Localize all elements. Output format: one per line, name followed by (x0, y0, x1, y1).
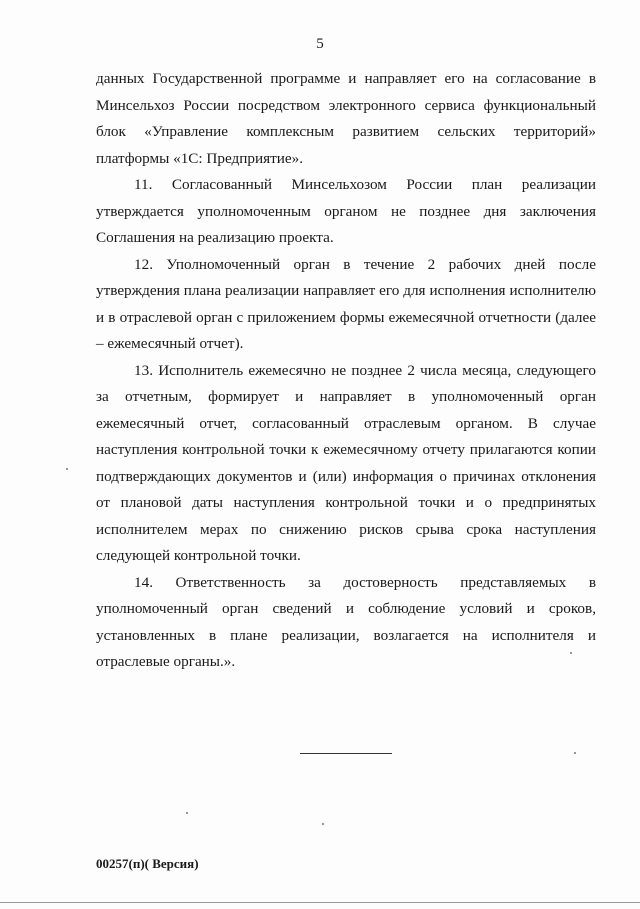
scan-speck (574, 752, 576, 754)
paragraph-11: 11. Согласованный Минсельхозом России план реализации утверждается уполномоченным органом не позднее дня заключения Соглашения на реализацию проекта. (96, 176, 596, 246)
document-code: 00257(п)( Версия) (96, 856, 199, 871)
end-separator-line (300, 753, 392, 754)
paragraph-continuation: данных Государственной программе и направляет его на согласование в Минсельхоз России посредством электронного сервиса функциональный блок «Управление комплексным развитием сельских территорий» платформы «1С: Предприятие». (96, 70, 596, 167)
paragraph-13: 13. Исполнитель ежемесячно не позднее 2 числа месяца, следующего за отчетным, формирует и направляет в уполномоченный орган ежемесячный отчет, согласованный отраслевым органом. В случае наступления контрольной точки к ежемесячному отчету прилагаются копии подтверждающих документов и (или) информация о причинах отклонения от плановой даты наступления контрольной точки и о предпринятых исполнителем мерах по снижению рисков срыва срока наступления следующей контрольной точки. (96, 361, 596, 564)
scan-speck (66, 468, 68, 470)
paragraph-12: 12. Уполномоченный орган в течение 2 рабочих дней после утверждения плана реализации направляет его для исполнения исполнителю и в отраслевой орган с приложением формы ежемесячной отчетности (далее – ежемесячный отчет). (96, 255, 596, 352)
document-body (96, 66, 596, 676)
bottom-edge-rule (0, 902, 640, 903)
scan-speck (322, 823, 324, 825)
page-number: 5 (316, 36, 324, 52)
paragraph-14: 14. Ответственность за достоверность представляемых в уполномоченный орган сведений и соблюдение условий и сроков, установленных в плане реализации, возлагается на исполнителя и отраслевые органы.». (96, 573, 596, 670)
scan-speck (186, 812, 188, 814)
scan-speck (570, 652, 572, 654)
